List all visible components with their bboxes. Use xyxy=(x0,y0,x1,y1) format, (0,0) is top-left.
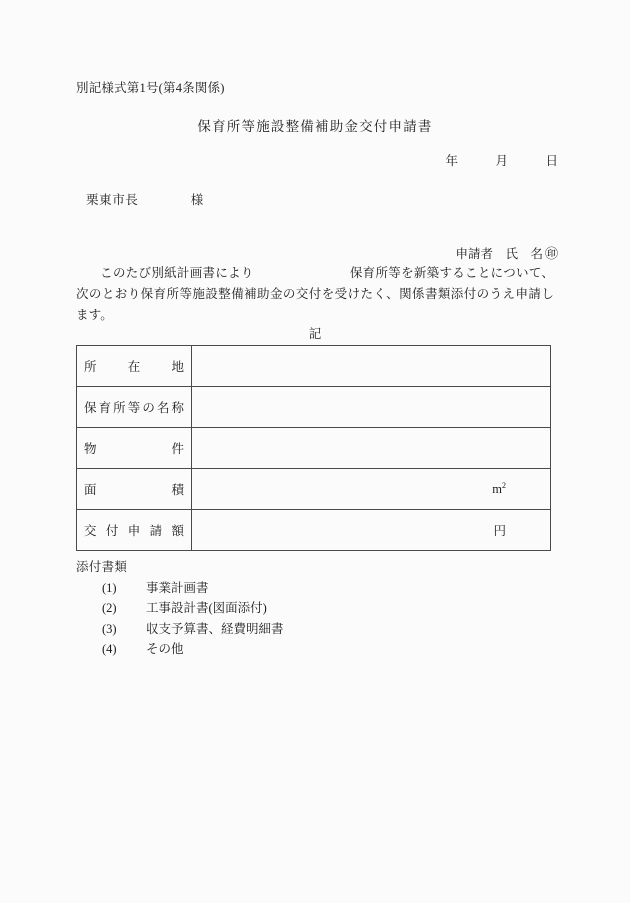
form-number: 別記様式第1号(第4条関係) xyxy=(76,81,225,95)
table-row xyxy=(77,428,551,469)
table-row xyxy=(77,469,551,510)
unit-square-meter: $m^2$ xyxy=(492,480,506,496)
table-row xyxy=(77,346,551,387)
row-value-location[interactable] xyxy=(192,346,551,387)
document-title: 保育所等施設整備補助金交付申請書 xyxy=(197,119,433,134)
list-item xyxy=(102,598,284,619)
application-table xyxy=(76,345,551,551)
list-item-number: (4) xyxy=(102,642,117,656)
attachments-heading: 添付書類 xyxy=(76,560,128,574)
row-label-property: 物件 xyxy=(77,428,192,469)
attachments-section xyxy=(76,557,284,660)
table-row xyxy=(77,387,551,428)
list-item-number: (2) xyxy=(102,601,117,615)
body-text-part2: 保育所等を新築することについて、次のとおり保育所等施設整備補助金の交付を受けたく、関係書類添付のうえ申請します。 xyxy=(76,266,554,322)
list-item-label: その他 xyxy=(146,642,184,656)
row-label-facility-name: 保育所等の名称 xyxy=(77,387,192,428)
date-line: 年 月 日 xyxy=(445,154,558,168)
row-value-area[interactable] xyxy=(192,469,551,510)
body-text-part1: このたび別紙計画書により xyxy=(100,266,254,280)
list-item-label: 事業計画書 xyxy=(146,580,209,595)
row-label-grant-amount: 交付申請額 xyxy=(77,510,192,551)
row-value-property[interactable] xyxy=(192,428,551,469)
list-item-label: 工事設計書(図面添付) xyxy=(146,601,267,615)
list-item-number: (1) xyxy=(102,580,117,595)
attachments-list xyxy=(76,578,284,660)
addressee-line: 栗東市長 様 xyxy=(86,193,204,207)
row-label-area: 面積 xyxy=(77,469,192,510)
row-value-grant-amount[interactable] xyxy=(192,510,551,551)
list-item xyxy=(102,578,284,599)
row-value-facility-name[interactable] xyxy=(192,387,551,428)
ki-mark: 記 xyxy=(308,327,322,341)
applicant-label: 申請者 氏 名 xyxy=(455,247,543,261)
seal-icon: ㊞ xyxy=(544,246,558,261)
list-item xyxy=(102,619,284,640)
list-item-label: 収支予算書、経費明細書 xyxy=(146,621,284,636)
body-paragraph xyxy=(76,263,554,326)
list-item xyxy=(102,639,284,660)
unit-yen: 円 xyxy=(493,524,506,538)
row-label-location: 所在地 xyxy=(77,346,192,387)
table-row xyxy=(77,510,551,551)
list-item-number: (3) xyxy=(102,621,117,636)
